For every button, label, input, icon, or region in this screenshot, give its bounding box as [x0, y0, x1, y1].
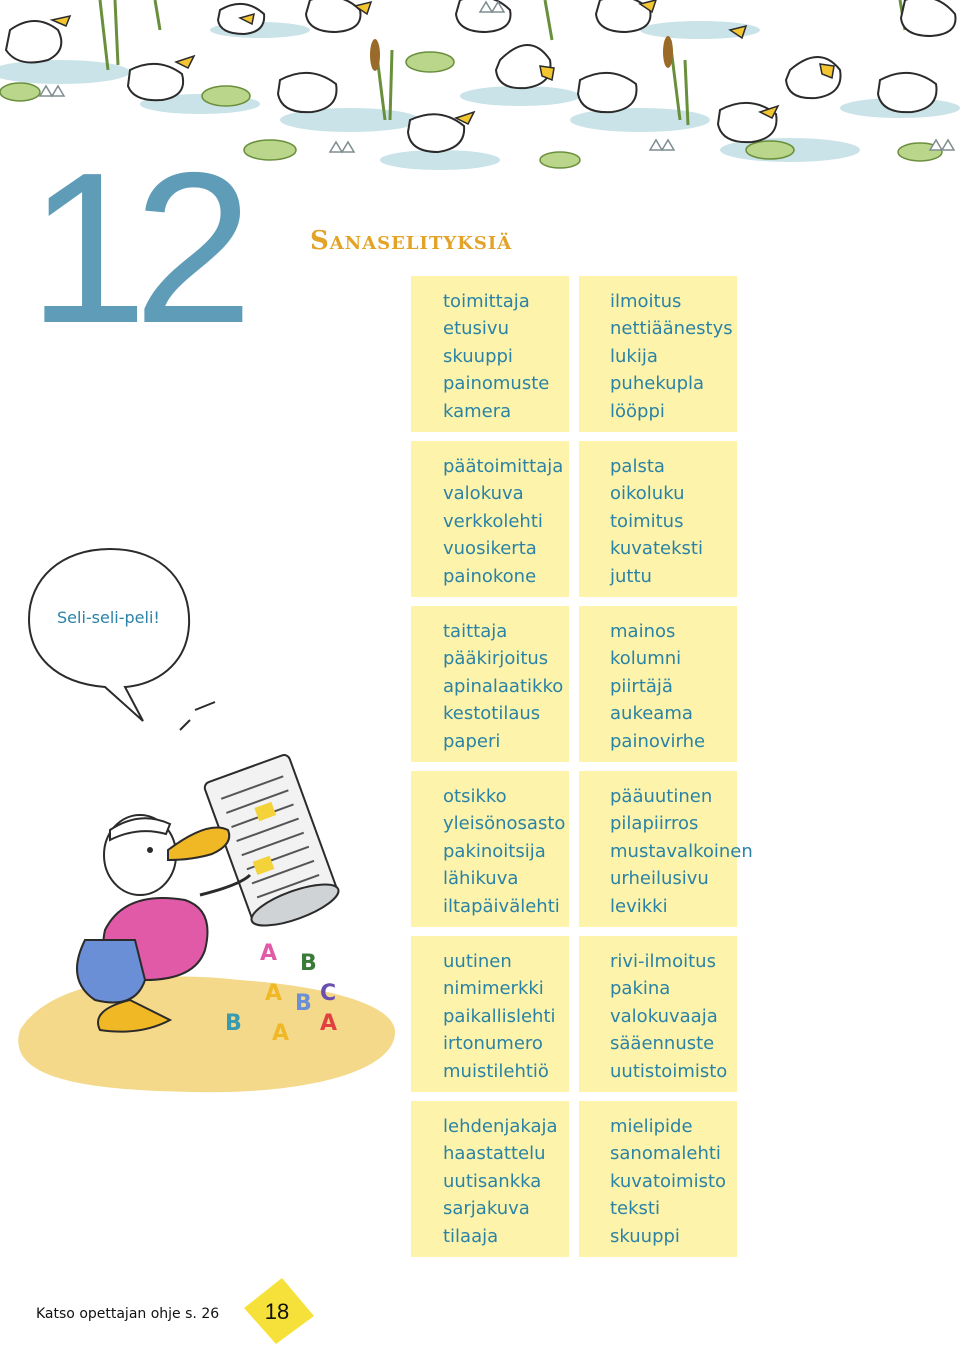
word: kestotilaus: [443, 703, 541, 725]
word: teksti: [610, 1198, 660, 1220]
word: sääennuste: [610, 1033, 715, 1055]
word-box-left-2: [411, 441, 569, 597]
speech-bubble: [25, 545, 195, 725]
word: lehdenjakaja: [443, 1116, 558, 1137]
word: yleisönosasto: [443, 813, 566, 835]
word: taittaja: [443, 621, 508, 642]
word-box-left-5: [411, 936, 569, 1092]
word: pääuutinen: [610, 786, 713, 807]
word: verkkolehti: [443, 510, 543, 532]
word: pääkirjoitus: [443, 648, 549, 670]
word: oikoluku: [610, 483, 685, 505]
word: lukija: [610, 345, 658, 367]
word: kamera: [443, 400, 512, 422]
word-box-left-6: [411, 1101, 569, 1257]
word: lähikuva: [443, 868, 519, 890]
word: etusivu: [443, 318, 509, 340]
word: lööppi: [610, 400, 665, 422]
word: mainos: [610, 621, 676, 642]
word-box-right-4: [579, 771, 753, 927]
word-box-right-6: [579, 1101, 737, 1257]
word: painomuste: [443, 373, 550, 395]
word: sanomalehti: [610, 1143, 721, 1165]
chapter-number: 12: [28, 127, 240, 368]
word: juttu: [610, 565, 652, 587]
word-box-right-3: [579, 606, 737, 762]
word: valokuva: [443, 483, 524, 505]
word: aukeama: [610, 703, 693, 725]
word: uutisankka: [443, 1170, 542, 1192]
word-box-left-3: [411, 606, 569, 762]
duck-reading-newspaper-illustration: [10, 700, 400, 1100]
word: toimittaja: [443, 291, 530, 312]
word: puhekupla: [610, 373, 705, 395]
word: piirtäjä: [610, 675, 673, 697]
word: skuuppi: [443, 345, 513, 367]
word: tilaaja: [443, 1225, 499, 1247]
word: urheilusivu: [610, 868, 709, 890]
word: vuosikerta: [443, 538, 537, 560]
word: uutinen: [443, 951, 512, 972]
section-title: Sanaselityksiä: [310, 226, 513, 256]
word: haastattelu: [443, 1143, 546, 1165]
word: nimimerkki: [443, 978, 544, 1000]
word: pilapiirros: [610, 813, 699, 835]
word: sarjakuva: [443, 1198, 530, 1220]
word: palsta: [610, 456, 665, 477]
word: skuuppi: [610, 1225, 680, 1247]
svg-text:A: A: [265, 981, 283, 1006]
speech-bubble-text: Seli-seli-peli!: [57, 608, 160, 627]
word: muistilehtiö: [443, 1060, 549, 1082]
svg-text:B: B: [300, 951, 317, 976]
word: otsikko: [443, 786, 507, 807]
word-box-left-4: [411, 771, 569, 927]
word: kuvateksti: [610, 538, 703, 560]
word: painokone: [443, 565, 537, 587]
teacher-guide-note: Katso opettajan ohje s. 26: [36, 1306, 220, 1322]
word: pakinoitsija: [443, 840, 546, 862]
page-number: 18: [264, 1299, 290, 1324]
svg-text:A: A: [320, 1011, 338, 1036]
svg-text:B: B: [225, 1011, 242, 1036]
word: kolumni: [610, 648, 682, 670]
word: valokuvaaja: [610, 1005, 718, 1027]
word: päätoimittaja: [443, 456, 564, 477]
svg-text:A: A: [260, 941, 278, 966]
word: paikallislehti: [443, 1005, 556, 1027]
word: pakina: [610, 978, 671, 1000]
word: kuvatoimisto: [610, 1170, 727, 1192]
word: mielipide: [610, 1116, 693, 1137]
word-box-right-2: [579, 441, 737, 597]
word: toimitus: [610, 510, 684, 532]
word-box-right-5: [579, 936, 737, 1092]
word: mustavalkoinen: [610, 840, 753, 862]
word: levikki: [610, 895, 668, 917]
word: painovirhe: [610, 730, 706, 752]
word: nettiäänestys: [610, 318, 733, 340]
svg-text:A: A: [272, 1021, 290, 1046]
word: ilmoitus: [610, 291, 682, 312]
word: paperi: [443, 730, 501, 752]
word: iltapäivälehti: [443, 895, 560, 917]
word: uutistoimisto: [610, 1060, 728, 1082]
svg-text:B: B: [295, 991, 312, 1016]
word-box-right-1: [579, 276, 737, 432]
word: apinalaatikko: [443, 675, 564, 697]
word-box-left-1: [411, 276, 569, 432]
word: irtonumero: [443, 1033, 543, 1055]
svg-text:C: C: [320, 981, 337, 1006]
word: rivi-ilmoitus: [610, 951, 716, 972]
